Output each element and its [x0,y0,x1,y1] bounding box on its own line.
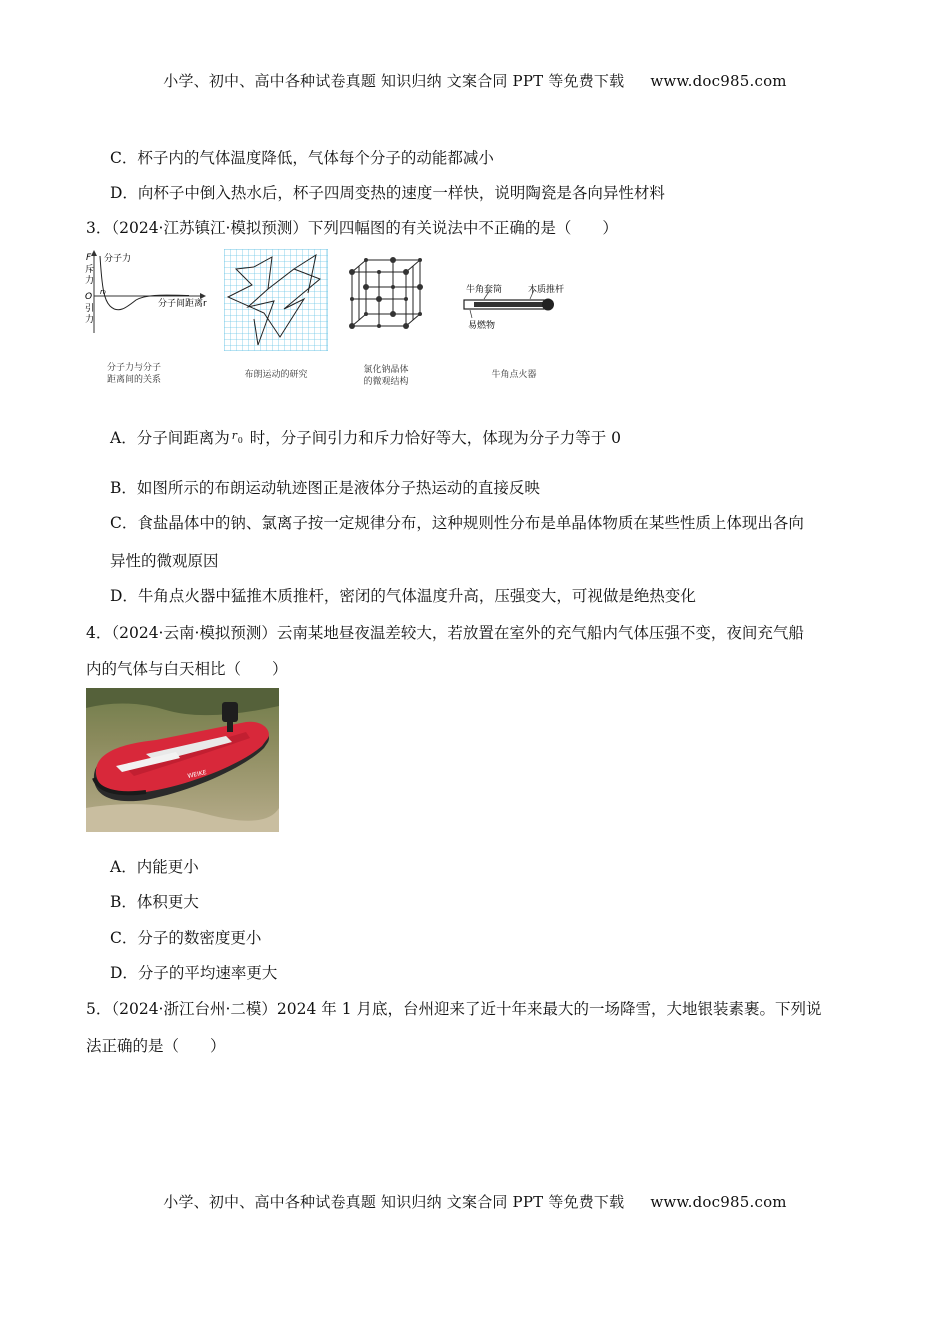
q4-stem-line1: 4．（2024·云南·模拟预测）云南某地昼夜温差较大，若放置在室外的充气船内气体压强不变，夜间充气船 [86,624,804,642]
header-text: 小学、初中、高中各种试卷真题 知识归纳 文案合同 PPT 等免费下载 [163,72,625,90]
force-axis-label: F [86,253,92,263]
force-attract-label: 引 [85,304,95,314]
curve-label: 分子力 [104,254,132,264]
force-repel-label-2: 力 [85,276,95,286]
footer-text: 小学、初中、高中各种试卷真题 知识归纳 文案合同 PPT 等免费下载 [163,1193,625,1211]
force-caption [86,362,182,386]
force-distance-figure [84,248,224,338]
x-axis-label: 分子间距离r [158,299,207,309]
q4-option-c: C．分子的数密度更小 [110,929,262,947]
fuel-label: 易燃物 [468,321,496,331]
brownian-caption: 布朗运动的研究 [244,370,308,380]
nacl-caption-line2: 的微观结构 [363,377,409,387]
force-attract-label-2: 力 [85,315,95,325]
header-site-link[interactable]: www.doc985.com [650,72,787,90]
q3-option-c-line1: C．食盐晶体中的钠、氯离子按一定规律分布，这种规则性分布是单晶体物质在某些性质上体现出各向 [110,514,804,532]
q5-stem-line2: 法正确的是（ ） [86,1037,226,1055]
q5-stem-line1: 5．（2024·浙江台州·二模）2024 年 1 月底，台州迎来了近十年来最大的一场降雪，大地银装素裹。下列说 [86,1000,822,1018]
r0-symbol-r: r [231,429,237,442]
q2-option-d: D．向杯子中倒入热水后，杯子四周变热的速度一样快，说明陶瓷是各向异性材料 [110,184,665,202]
brownian-motion-figure [224,249,328,351]
page-header [0,70,950,91]
fire-piston-caption: 牛角点火器 [491,370,537,380]
force-repel-label: 斥 [85,265,95,275]
rod-label: 木质推杆 [528,285,565,295]
r0-symbol-sub: 0 [237,436,243,445]
tube-label: 牛角套筒 [466,285,503,295]
footer-site-link[interactable]: www.doc985.com [650,1193,787,1211]
q3-option-a-post: 时，分子间引力和斥力恰好等大，体现为分子力等于 0 [249,429,621,447]
nacl-crystal-figure [346,254,426,334]
nacl-caption-line1: 氯化钠晶体 [363,365,409,375]
q4-option-d: D．分子的平均速率更大 [110,964,278,982]
q3-option-d: D．牛角点火器中猛推木质推杆，密闭的气体温度升高，压强变大，可视做是绝热变化 [110,587,696,605]
boat-brand-label: WEIKE [186,769,208,780]
nacl-caption [346,364,426,388]
q4-stem-line2: 内的气体与白天相比（ ） [86,660,288,678]
q3-option-c-line2: 异性的微观原因 [110,552,219,570]
inflatable-boat-photo [86,688,279,832]
r0-label: r₀ [100,288,106,296]
force-caption-line2: 距离间的关系 [106,375,161,385]
force-caption-line1: 分子力与分子 [106,363,161,373]
q3-option-a-pre: A．分子间距离为 [110,429,230,447]
q3-option-b: B．如图所示的布朗运动轨迹图正是液体分子热运动的直接反映 [110,479,540,497]
q3-stem: 3．（2024·江苏镇江·模拟预测）下列四幅图的有关说法中不正确的是（ ） [86,219,618,237]
q4-option-b: B．体积更大 [110,893,199,911]
origin-label: O [85,292,93,302]
page-footer [0,1191,950,1212]
q3-option-a [110,426,621,448]
fire-piston-figure [460,282,590,332]
q2-option-c: C．杯子内的气体温度降低，气体每个分子的动能都减小 [110,149,494,167]
q4-option-a: A．内能更小 [110,858,199,876]
